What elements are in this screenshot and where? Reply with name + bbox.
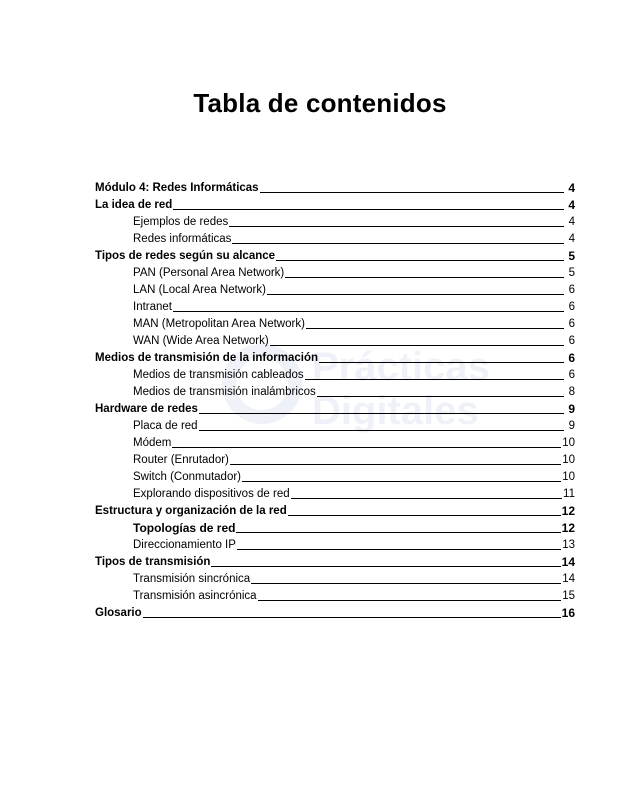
toc-section-entry[interactable] — [95, 552, 575, 569]
toc-entry-title: Router (Enrutador) — [133, 454, 229, 466]
toc-subsection-entry[interactable] — [95, 450, 575, 467]
toc-page-number: 4 — [568, 198, 575, 212]
toc-leader-line — [173, 311, 564, 312]
toc-page-number: 6 — [568, 369, 575, 381]
toc-leader-line — [172, 447, 561, 448]
toc-leader-line — [251, 583, 561, 584]
toc-entry-title: PAN (Personal Area Network) — [133, 267, 285, 279]
toc-subsection-entry[interactable] — [95, 212, 575, 229]
toc-entry-title: Hardware de redes — [95, 403, 198, 415]
toc-entry-title: Placa de red — [133, 420, 198, 432]
toc-leader-line — [285, 277, 564, 278]
table-of-contents — [95, 178, 575, 620]
toc-entry-title: Intranet — [133, 301, 172, 313]
toc-subsection-entry[interactable] — [95, 297, 575, 314]
toc-page-number: 14 — [562, 573, 575, 585]
toc-section-entry[interactable] — [95, 603, 575, 620]
watermark-line-2: Digitales — [312, 389, 479, 433]
toc-subsection-entry[interactable] — [95, 433, 575, 450]
toc-leader-line — [237, 549, 561, 550]
toc-entry-title: Glosario — [95, 607, 142, 619]
toc-leader-line — [317, 396, 564, 397]
toc-section-entry[interactable] — [95, 246, 575, 263]
toc-leader-line — [305, 379, 564, 380]
toc-page-number: 4 — [568, 216, 575, 228]
toc-section-entry[interactable] — [95, 348, 575, 365]
toc-section-entry[interactable] — [95, 178, 575, 195]
toc-page-number: 5 — [568, 267, 575, 279]
toc-subsection-entry[interactable] — [95, 586, 575, 603]
toc-page-number: 9 — [568, 420, 575, 432]
toc-subsection-entry[interactable] — [95, 331, 575, 348]
toc-entry-title: WAN (Wide Area Network) — [133, 335, 269, 347]
toc-entry-title: Medios de transmisión de la información — [95, 352, 319, 364]
toc-entry-title: Módem — [133, 437, 172, 449]
toc-page-number: 16 — [561, 606, 575, 620]
toc-entry-title: Estructura y organización de la red — [95, 505, 287, 517]
toc-entry-title: Medios de transmisión inalámbricos — [133, 386, 316, 398]
toc-subsection-entry[interactable] — [95, 314, 575, 331]
toc-entry-title: Explorando dispositivos de red — [133, 488, 290, 500]
toc-leader-line — [267, 294, 564, 295]
toc-leader-line — [306, 328, 564, 329]
toc-entry-title: Transmisión sincrónica — [133, 573, 251, 585]
toc-entry-title: Direccionamiento IP — [133, 539, 236, 551]
toc-page-number: 10 — [562, 437, 575, 449]
toc-subsection-entry[interactable] — [95, 229, 575, 246]
toc-entry-title: Tipos de transmisión — [95, 556, 211, 568]
toc-page-number: 15 — [562, 590, 575, 602]
toc-page-number: 5 — [568, 249, 575, 263]
toc-page-number: 10 — [562, 454, 575, 466]
toc-entry-title: Redes informáticas — [133, 233, 232, 245]
toc-page-number: 4 — [568, 181, 575, 195]
toc-leader-line — [230, 464, 561, 465]
toc-leader-line — [173, 209, 564, 210]
toc-page-number: 4 — [568, 233, 575, 245]
toc-page-number: 12 — [561, 521, 575, 535]
toc-entry-title: Topologías de red — [133, 521, 236, 535]
toc-subsection-entry[interactable] — [95, 535, 575, 552]
toc-entry-title: Switch (Conmutador) — [133, 471, 242, 483]
toc-page-number: 6 — [568, 301, 575, 313]
toc-subsection-entry[interactable] — [95, 569, 575, 586]
toc-leader-line — [242, 481, 561, 482]
toc-subsection-entry[interactable] — [95, 484, 575, 501]
toc-subsection-entry[interactable] — [95, 365, 575, 382]
toc-leader-line — [229, 226, 564, 227]
toc-entry-title: Módulo 4: Redes Informáticas — [95, 182, 259, 194]
toc-entry-title: Tipos de redes según su alcance — [95, 250, 276, 262]
toc-entry-title: MAN (Metropolitan Area Network) — [133, 318, 305, 330]
toc-subsection-entry[interactable] — [95, 263, 575, 280]
toc-leader-line — [319, 362, 564, 363]
toc-subsection-entry[interactable] — [95, 416, 575, 433]
toc-leader-line — [276, 260, 564, 261]
toc-entry-title: Ejemplos de redes — [133, 216, 229, 228]
toc-section-entry[interactable] — [95, 399, 575, 416]
toc-entry-title: Transmisión asincrónica — [133, 590, 257, 602]
toc-page-number: 14 — [561, 555, 575, 569]
toc-leader-line — [211, 566, 560, 567]
toc-subsection-entry[interactable] — [95, 280, 575, 297]
toc-page-number: 8 — [568, 386, 575, 398]
toc-subsection-entry[interactable] — [95, 518, 575, 535]
toc-page-number: 9 — [568, 402, 575, 416]
toc-subsection-entry[interactable] — [95, 382, 575, 399]
watermark-line-1: Prácticas — [312, 345, 490, 389]
toc-leader-line — [270, 345, 564, 346]
toc-entry-title: Medios de transmisión cableados — [133, 369, 304, 381]
toc-page-number: 12 — [561, 504, 575, 518]
toc-leader-line — [143, 617, 561, 618]
toc-subsection-entry[interactable] — [95, 467, 575, 484]
toc-section-entry[interactable] — [95, 501, 575, 518]
toc-entry-title: LAN (Local Area Network) — [133, 284, 266, 296]
toc-leader-line — [232, 243, 564, 244]
toc-leader-line — [199, 430, 564, 431]
toc-page-number: 6 — [568, 335, 575, 347]
toc-leader-line — [258, 600, 562, 601]
toc-leader-line — [291, 498, 562, 499]
toc-section-entry[interactable] — [95, 195, 575, 212]
toc-page-number: 6 — [568, 318, 575, 330]
toc-entry-title: La idea de red — [95, 199, 173, 211]
toc-page-number: 10 — [562, 471, 575, 483]
toc-leader-line — [260, 192, 564, 193]
toc-page-number: 6 — [568, 351, 575, 365]
toc-page-number: 13 — [562, 539, 575, 551]
page-title: Tabla de contenidos — [193, 88, 447, 118]
toc-leader-line — [288, 515, 561, 516]
toc-page-number: 11 — [563, 488, 575, 500]
toc-leader-line — [199, 413, 564, 414]
toc-leader-line — [236, 532, 560, 533]
toc-page-number: 6 — [568, 284, 575, 296]
